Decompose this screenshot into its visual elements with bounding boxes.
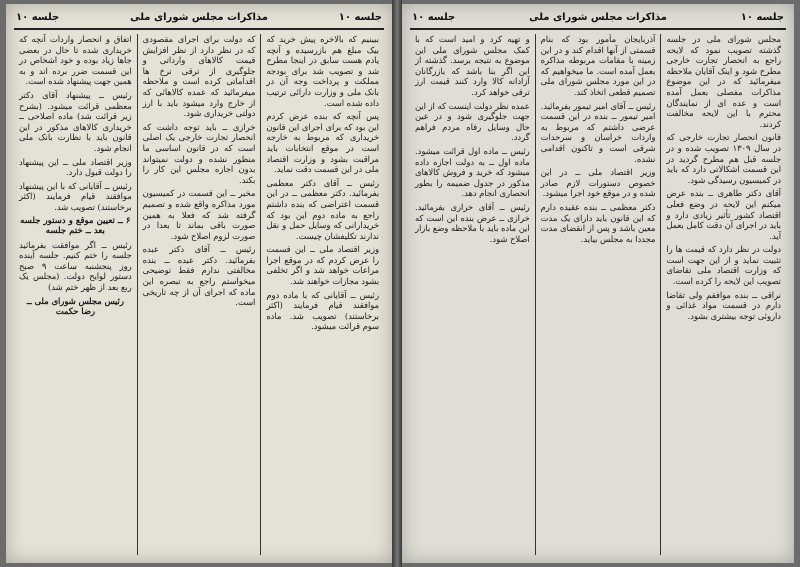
paragraph: مجلس شورای ملی در جلسه گذشته تصویب نمود که لایحه راجع به انحصار تجارت خارجی مطرح شود و اینک آقایان ملاحظه میفرمائید که در این موضوع مذاکرات مفصلی بعمل آمده است و عده ای از نمایندگان محترم با این لایحه مخالفت کردند.: [666, 34, 781, 129]
book-gutter: [392, 0, 402, 567]
paragraph: دکتر معظمی ــ بنده عقیده دارم که این قانون باید دارای یک مدت معین باشد و پس از انقضای مدت مجددا به مجلس بیاید.: [540, 201, 656, 244]
signature: رئیس مجلس شورای ملی ــ رضا حکمت: [26, 295, 124, 317]
paragraph: و تهیه کرد و امید است که با کمک مجلس شورای ملی این موضوع به نتیجه برسد. گذشته از این اگر بنا باشد که بازرگانان آزادانه کالا وارد کنند قیمت ارز ترقی خواهد کرد.: [414, 34, 530, 97]
paragraph: رئیس ــ آقایانی که با ماده دوم موافقند قیام فرمایند (اکثر برخاستند) تصویب شد. ماده سوم قرائت میشود.: [266, 289, 379, 332]
paragraph: نراقی ــ بنده موافقم ولی تقاضا دارم در قسمت مواد غذائی و داروئی توجه بیشتری بشود.: [666, 289, 781, 321]
paragraph: رئیس ــ آقای دکتر عبده بفرمائید. دکتر عبده ــ بنده مخالفتی ندارم فقط توضیحی میخواستم راجع به تبصره این ماده که اجرای آن از چه تاریخی است.: [142, 244, 256, 308]
paragraph: دولت در نظر دارد که قیمت ها را تثبیت نماید و از این جهت است که وزارت اقتصاد ملی تقاضای تصویب این لایحه را کرده است.: [666, 244, 781, 287]
text-column: [137, 34, 261, 555]
paragraph: مخبر ــ این قسمت در کمیسیون مورد مذاکره واقع شده و تصمیم گرفته شد که فعلا به همین صورت باقی بماند تا بعدا در صورت لزوم اصلاح شود.: [142, 188, 256, 241]
text-column: [14, 34, 137, 555]
paragraph: اتفاق و انحصار واردات آنچه که خریداری شده تا حال در بعضی جاها زیاد بوده و خود اشخاص در این قسمت ضرر برده اند و به همین جهت پیشنهاد شده است.: [18, 34, 132, 87]
paragraph: ببینیم که بالاخره پیش خرید که بیک مبلغ هم بازرسیده و آنچه یادم هست سابق در اینجا مطرح شد و تصویب شد برای بودجه مملکت و پرداخت وجه آن در بانک ملی و وزارت دارائی ترتیب داده شده است.: [266, 34, 379, 108]
paragraph: پس آنچه که بنده عرض کردم این بود که برای اجرای این قانون خریداری که مربوط به خارجه است در موقع انتخابات باید مراقبت بشود و وزارت اقتصاد ملی در این قسمت دقت نماید.: [266, 111, 379, 175]
paragraph: خرازی ــ باید توجه داشت که انحصار تجارت خارجی یک اصلی است که در قانون اساسی ما منظور نشده و دولت نمیتواند بدون اجازه مجلس این کار را بکند.: [142, 121, 256, 185]
paragraph: وزیر اقتصاد ملی ــ در این خصوص دستورات لازم صادر شده و در موقع خود اجرا میشود.: [540, 167, 656, 199]
paragraph: رئیس ــ ماده اول قرائت میشود. ماده اول ــ به دولت اجازه داده میشود که خرید و فروش کالاهای مذکور در جدول ضمیمه را بطور انحصاری انجام دهد.: [414, 145, 530, 199]
text-column: [660, 34, 786, 555]
paragraph: رئیس ــ آقای دکتر معظمی بفرمائید. دکتر معظمی ــ در این قسمت اعتراضی که بنده داشتم راجع به ماده دوم این بود که خریدارانی که وسایل حمل و نقل ندارند تکلیفشان چیست.: [266, 177, 379, 241]
session-label: جلسه ۱۰: [16, 12, 60, 23]
right-page-header: [410, 10, 786, 30]
paragraph: وزیر اقتصاد ملی ــ این قسمت را عرض کردم که در موقع اجرا مراعات خواهد شد و اگر تخلفی بشود مجازات خواهند شد.: [266, 244, 379, 287]
page-number: جلسه ۱۰: [338, 12, 382, 23]
text-column: [410, 34, 535, 555]
text-column: [535, 34, 661, 555]
text-column: [260, 34, 384, 555]
paragraph: عمده نظر دولت اینست که از این جهت جلوگیری شود و در عین حال وسایل رفاه مردم فراهم گردد.: [414, 100, 530, 143]
running-title: مذاکرات مجلس شورای ملی: [529, 12, 667, 23]
paragraph: رئیس ــ پیشنهاد آقای دکتر معظمی قرائت میشود. (بشرح زیر قرائت شد) ماده اصلاحی ــ خریداری کالاهای مذکور در این قانون باید با نظارت بانک ملی انجام شود.: [18, 89, 132, 153]
paragraph: آذربایجان مأمور بود که بنام قسمتی از آنها اقدام کند و در این زمینه با مقامات مربوطه مذاکره بعمل آمده است. ما میخواهیم که در این مورد مجلس شورای ملی تصمیم قطعی اتخاذ کند.: [540, 34, 656, 97]
paragraph: رئیس ــ آقایانی که با این پیشنهاد موافقند قیام فرمایند (اکثر برخاستند) تصویب شد.: [18, 180, 132, 212]
paragraph: رئیس ــ اگر موافقت بفرمائید جلسه را ختم کنیم. جلسه آینده روز پنجشنبه ساعت ۹ صبح دستور لوایح دولت. (مجلس یک ربع بعد از ظهر ختم شد): [18, 239, 132, 293]
left-page: [6, 4, 392, 563]
page-number: جلسه ۱۰: [412, 12, 456, 23]
paragraph: رئیس ــ آقای خرازی بفرمائید. خرازی ــ عرض بنده این است که این ماده باید با ملاحظه وضع بازار اصلاح شود.: [414, 201, 530, 244]
running-title: مذاکرات مجلس شورای ملی: [130, 12, 268, 23]
paragraph: رئیس ــ آقای امیر تیمور بفرمائید. امیر تیمور ــ بنده در این قسمت عرضی داشتم که مربوط به واردات خراسان و سرحدات شرقی است و تاکنون اقدامی نشده.: [540, 100, 656, 164]
left-page-header: [14, 10, 384, 30]
paragraph: آقای دکتر طاهری ــ بنده عرض میکنم این لایحه در وضع فعلی اقتصاد کشور تأثیر زیادی دارد و باید در اجرای آن دقت کامل بعمل آید.: [666, 188, 781, 241]
right-page: [402, 4, 794, 563]
session-label: جلسه ۱۰: [740, 12, 784, 23]
section-heading: ۶ ــ تعیین موقع و دستور جلسه بعد ــ ختم جلسه: [20, 215, 131, 237]
paragraph: وزیر اقتصاد ملی ــ این پیشنهاد را دولت قبول دارد.: [18, 156, 132, 178]
paragraph: قانون انحصار تجارت خارجی که در سال ۱۳۰۹ تصویب شده و در جلسه قبل هم مطرح گردید در این قسمت اشکالاتی دارد که باید در کمیسیون رسیدگی شود.: [666, 132, 781, 185]
left-page-columns: [14, 34, 384, 555]
paragraph: که دولت برای اجرای مقصودی که در نظر دارد از نظر افزایش قیمت کالاهای وارداتی و جلوگیری از ترقی نرخ ها اقداماتی کرده است و ملاحظه میفرمائید که عمده کالاهائی که از خارج وارد میشود باید با ارز دولتی خریداری شود.: [142, 34, 256, 119]
right-page-columns: [410, 34, 786, 555]
